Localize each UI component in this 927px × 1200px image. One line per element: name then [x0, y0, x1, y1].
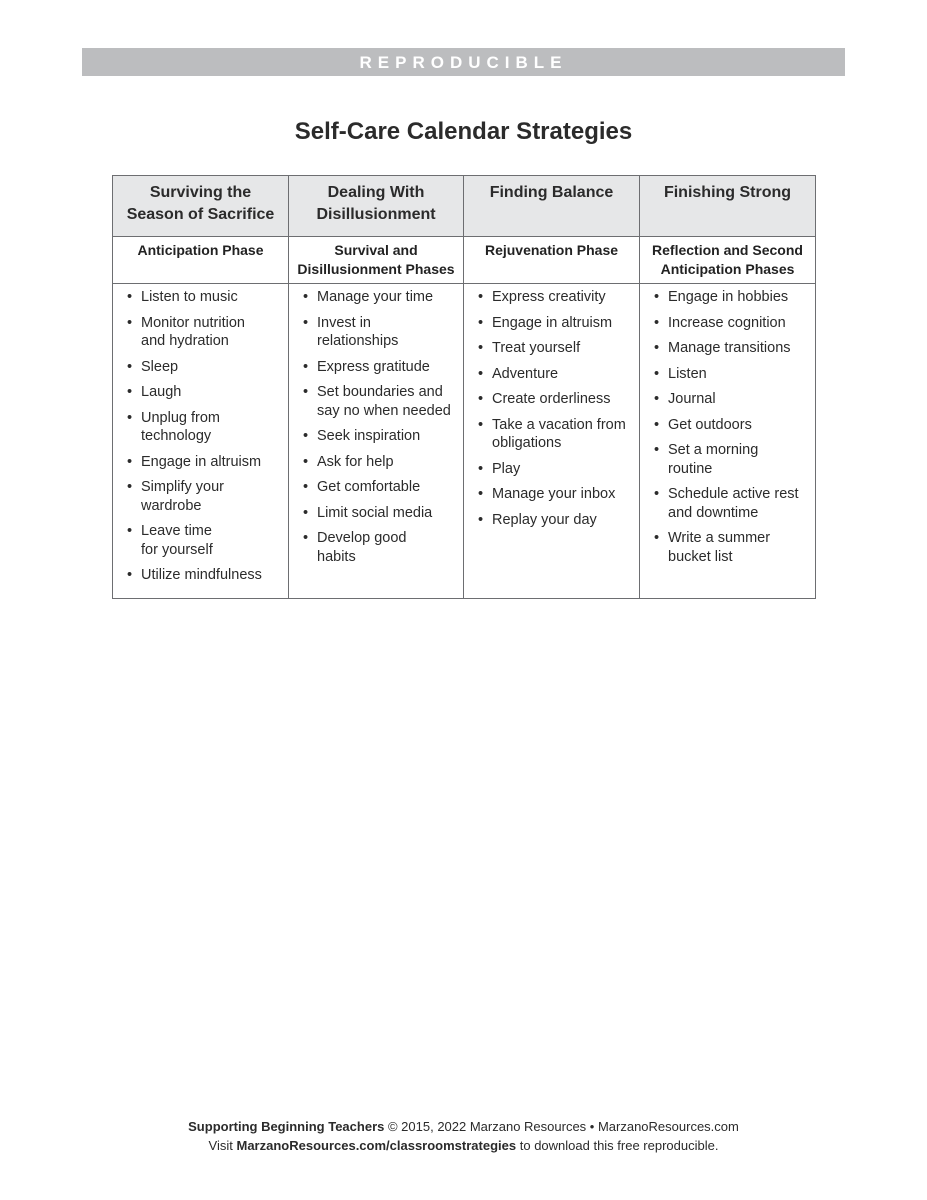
strategy-item: [474, 339, 635, 358]
strategy-item-text: Adventure: [492, 365, 559, 382]
strategy-item: [474, 485, 635, 504]
strategy-item-text: Utilize mindfulness: [141, 567, 262, 583]
strategy-item-text: Set boundaries and: [317, 384, 443, 400]
strategy-item-text: Manage transitions: [668, 340, 791, 356]
strategy-item: [650, 390, 811, 409]
strategy-item-text: Engage in hobbies: [668, 289, 789, 305]
season-title-line: Surviving the: [149, 184, 252, 201]
footer-visit-url: MarzanoResources.com/classroomstrategies: [236, 1138, 517, 1153]
phase-header: [113, 237, 289, 284]
strategy-item: [650, 416, 811, 435]
phase-title-line: Anticipation Phases: [660, 261, 795, 277]
strategy-item: [123, 288, 284, 307]
footer-visit-prefix: Visit: [208, 1138, 233, 1153]
strategy-item: [650, 441, 811, 478]
strategy-item: [650, 288, 811, 307]
strategy-item: [299, 504, 459, 523]
phase-title-line: Reflection and Second: [652, 242, 803, 258]
page-footer: [0, 1117, 927, 1155]
strategy-list-cell: [640, 284, 816, 599]
strategy-item-text: Set a morning: [668, 442, 759, 458]
strategy-item: [474, 511, 635, 530]
strategy-item-text: Listen to music: [141, 289, 238, 305]
strategy-item-text: Express creativity: [492, 289, 606, 305]
strategy-item-text: Ask for help: [317, 453, 394, 470]
phase-header: [640, 237, 816, 284]
strategy-item: [650, 339, 811, 358]
strategy-item-text: Treat yourself: [492, 340, 581, 356]
strategy-item: [123, 383, 284, 402]
season-title-line: Finishing Strong: [663, 184, 792, 201]
strategy-item-text: Limit social media: [317, 504, 433, 521]
strategy-item-text: bucket list: [668, 548, 733, 565]
strategy-list: [299, 288, 459, 566]
strategy-item: [123, 314, 284, 351]
strategy-item: [299, 529, 459, 566]
phase-header: [464, 237, 640, 284]
season-title-line: Dealing With: [327, 184, 425, 201]
strategy-item-text: technology: [141, 428, 212, 444]
strategy-item-text: Replay your day: [492, 511, 597, 528]
strategy-item-text: Unplug from: [141, 409, 220, 426]
strategy-item-text: Sleep: [141, 358, 179, 375]
strategy-item: [123, 522, 284, 559]
strategy-item: [299, 453, 459, 472]
strategy-item-text: relationships: [317, 333, 399, 349]
strategy-item: [299, 288, 459, 307]
phase-title-line: Survival and: [334, 242, 418, 258]
page-title: Self-Care Calendar Strategies: [294, 118, 633, 145]
strategy-item: [474, 460, 635, 479]
strategy-item: [650, 529, 811, 566]
strategy-item-text: Get comfortable: [317, 479, 421, 495]
footer-line-2: [0, 1136, 927, 1155]
strategy-item: [650, 485, 811, 522]
season-title-line: Finding Balance: [489, 184, 614, 201]
strategy-item-text: Journal: [668, 391, 716, 407]
footer-book-title: Supporting Beginning Teachers: [188, 1119, 385, 1134]
strategy-item: [123, 566, 284, 585]
strategies-row: [113, 284, 816, 599]
strategy-item: [299, 427, 459, 446]
season-header: [464, 176, 640, 237]
strategy-item: [474, 314, 635, 333]
strategy-item-text: Manage your inbox: [492, 486, 616, 502]
strategy-item-text: Manage your time: [317, 289, 434, 305]
strategy-item-text: Express gratitude: [317, 358, 430, 375]
strategy-item-text: Listen: [668, 365, 707, 382]
strategy-item-text: Simplify your: [141, 479, 224, 495]
self-care-calendar-table: [112, 175, 816, 599]
strategy-item: [474, 416, 635, 453]
strategy-list-cell: [113, 284, 289, 599]
strategy-item-text: Leave time: [141, 523, 212, 539]
strategy-item: [474, 288, 635, 307]
footer-visit-suffix: to download this free reproducible.: [519, 1138, 719, 1153]
strategy-item-text: Develop good: [317, 530, 407, 546]
strategy-item-text: Seek inspiration: [317, 428, 421, 444]
strategy-item-text: wardrobe: [141, 497, 202, 514]
strategy-item: [474, 390, 635, 409]
footer-copyright: © 2015, 2022 Marzano Resources • MarzanoResources.com: [387, 1119, 739, 1134]
strategy-item-text: Engage in altruism: [141, 453, 262, 470]
strategy-item-text: routine: [668, 460, 713, 477]
strategy-item: [650, 314, 811, 333]
strategy-item-text: Laugh: [141, 384, 182, 400]
season-header: [289, 176, 464, 237]
season-header-row: [113, 176, 816, 237]
strategy-item-text: Take a vacation from: [492, 416, 626, 433]
reproducible-banner: REPRODUCIBLE: [82, 48, 845, 76]
strategy-item-text: Write a summer: [668, 530, 771, 546]
strategy-item: [299, 358, 459, 377]
strategy-item-text: Invest in: [317, 314, 371, 331]
season-header: [640, 176, 816, 237]
strategy-item: [474, 365, 635, 384]
strategy-item: [123, 409, 284, 446]
phase-title-line: Anticipation Phase: [137, 242, 264, 258]
strategy-item-text: Monitor nutrition: [141, 314, 245, 331]
season-header: [113, 176, 289, 237]
strategy-item-text: for yourself: [141, 541, 213, 558]
strategy-item: [123, 478, 284, 515]
strategy-item: [299, 383, 459, 420]
strategy-item-text: Schedule active rest: [668, 486, 799, 502]
strategy-item-text: Increase cognition: [668, 314, 786, 331]
strategy-list: [474, 288, 635, 529]
phase-header-row: [113, 237, 816, 284]
strategy-item-text: Get outdoors: [668, 416, 752, 433]
strategy-item-text: Play: [492, 460, 521, 477]
strategy-item-text: habits: [317, 548, 356, 565]
strategy-item: [650, 365, 811, 384]
strategy-list: [123, 288, 284, 585]
strategy-item-text: and downtime: [668, 504, 759, 521]
strategy-item-text: Engage in altruism: [492, 314, 613, 331]
strategy-item: [123, 453, 284, 472]
strategy-item: [299, 478, 459, 497]
strategy-item-text: Create orderliness: [492, 391, 611, 407]
footer-line-1: [0, 1117, 927, 1136]
strategy-list: [650, 288, 811, 566]
phase-title-line: Disillusionment Phases: [297, 261, 455, 277]
phase-title-line: Rejuvenation Phase: [484, 242, 619, 258]
strategy-item-text: say no when needed: [317, 402, 451, 419]
season-title-line: Season of Sacrifice: [126, 206, 275, 223]
strategy-item-text: and hydration: [141, 333, 229, 349]
phase-header: [289, 237, 464, 284]
strategy-list-cell: [289, 284, 464, 599]
strategy-list-cell: [464, 284, 640, 599]
strategy-item: [299, 314, 459, 351]
strategy-item: [123, 358, 284, 377]
season-title-line: Disillusionment: [316, 206, 436, 223]
strategy-item-text: obligations: [492, 435, 562, 451]
